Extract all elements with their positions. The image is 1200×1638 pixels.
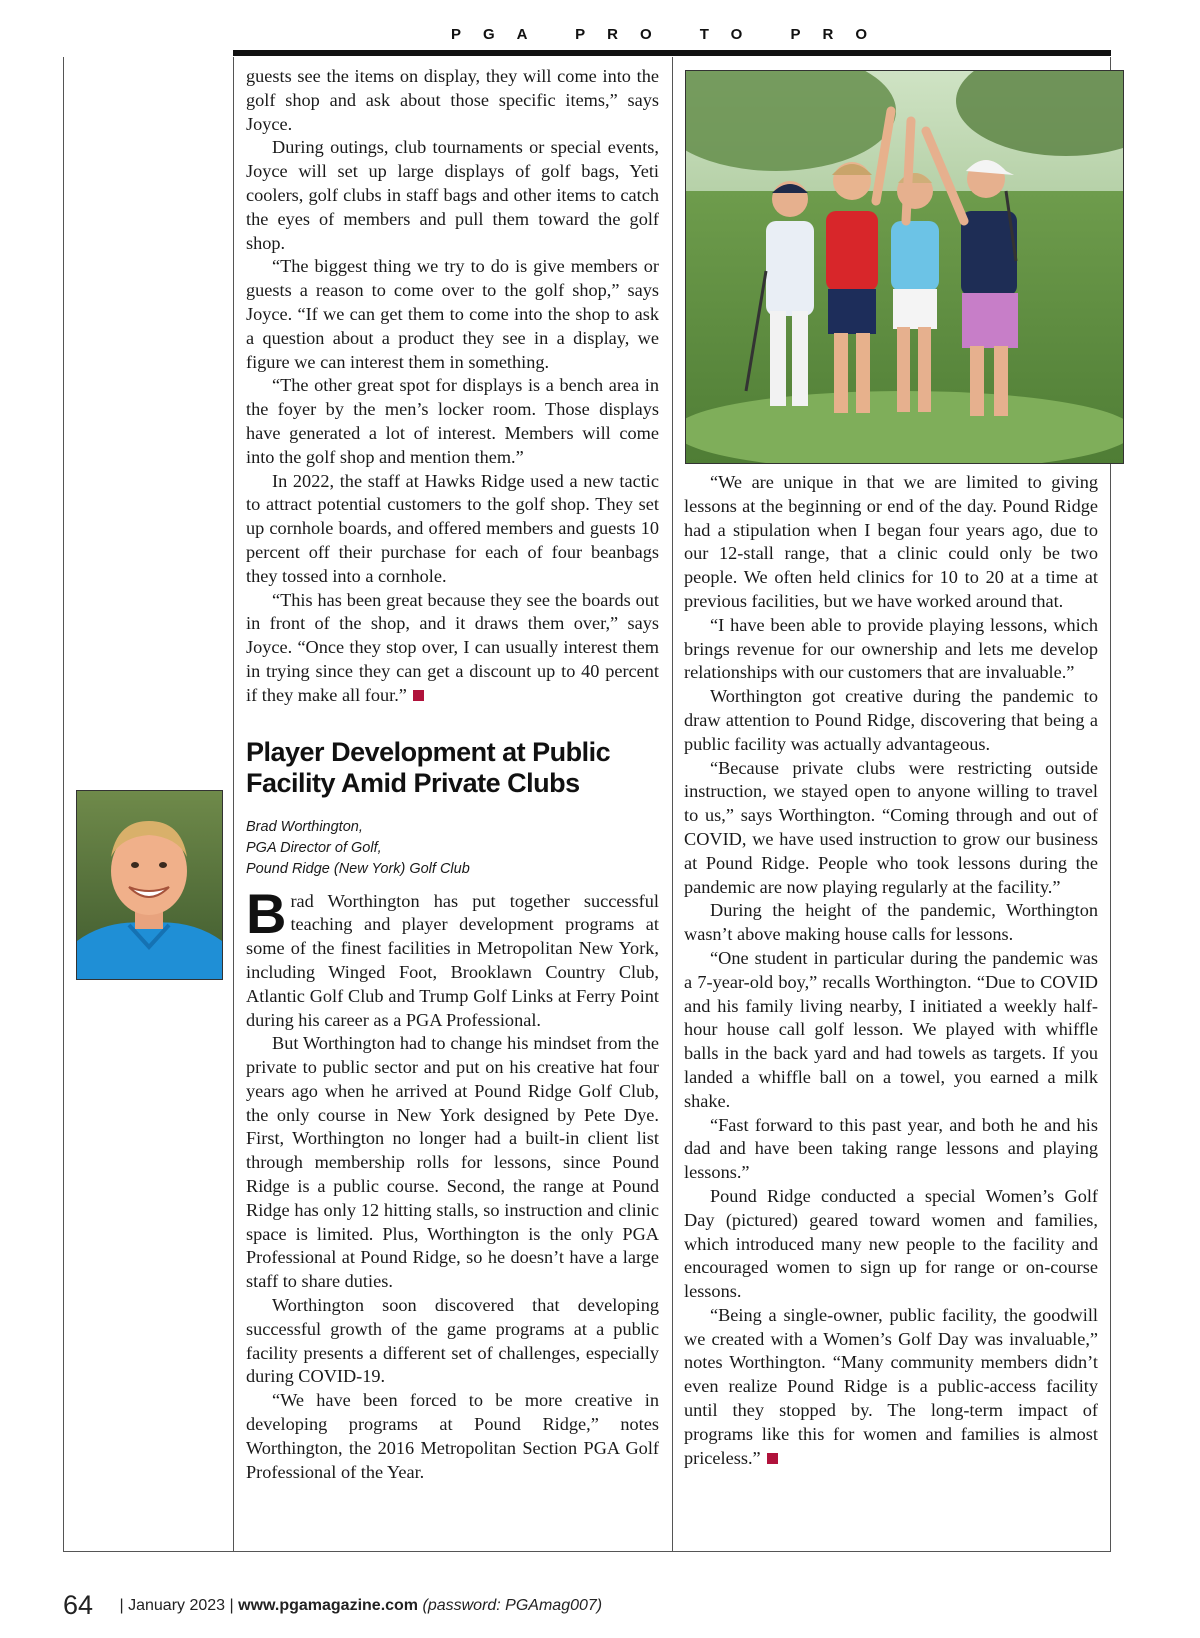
drop-cap: B <box>246 881 287 945</box>
end-square-icon <box>767 1453 778 1464</box>
paragraph: In 2022, the staff at Hawks Ridge used a new tactic to attract potential customers to the golf shop. They set up cornhole boards, and offered members and guests 10 percent off their purchase for each of four beanbags they tossed into a cornhole. <box>246 470 659 586</box>
paragraph: “The biggest thing we try to do is give members or guests a reason to come over to the golf shop,” says Joyce. “If we can get them to come into the shop to ask a question about a product they see in a display, we figure we can interest them in something. <box>246 256 659 372</box>
column-divider-left <box>233 57 234 1551</box>
byline-club: Pound Ridge (New York) Golf Club <box>246 860 470 877</box>
paragraph-with-end <box>246 589 659 708</box>
paragraph: “We have been forced to be more creative in developing programs at Pound Ridge,” notes Worthington, the 2016 Metropolitan Section PGA Golf Professional of the Year. <box>246 1390 659 1482</box>
footer-credits <box>120 1597 603 1614</box>
paragraph: “One student in particular during the pandemic was a 7-year-old boy,” recalls Worthington. “Due to COVID and his family living nearby, I initiated a weekly half-hour house call golf lesson. We played with whiffle balls in the back yard and had towels as targets. If you landed a whiffle ball on a towel, you earned a milk shake. <box>684 947 1098 1111</box>
paragraph: But Worthington had to change his mindset from the private to public sector and put on his creative hat four years ago when he arrived at Pound Ridge Golf Club, the only course in New York designed by Pete Dye. First, Worthington no longer had a built-in client list through membership rolls for lessons, since Pound Ridge is a public course. Second, the range at Pound Ridge has only 12 hitting stalls, so instruction and clinic space is limited. Plus, Worthington is the only PGA Professional at Pound Ridge, so he doesn’t have a large staff to share duties. <box>246 1033 659 1292</box>
paragraph-text: “This has been great because they see the boards out in front of the shop, and it draws them over,” says Joyce. “Once they stop over, I can usually interest them in trying since they can get a discount up to 40 percent if they make all four.” <box>246 589 659 705</box>
page-number: 64 <box>63 1590 94 1620</box>
byline-name: Brad Worthington, <box>246 818 363 835</box>
lead-paragraph-text: rad Worthington has put together successful teaching and player development programs at some of the finest facilities in Metropolitan New York, including Winged Foot, Brooklawn Country Club, Atlantic Golf Club and Trump Golf Links at Ferry Point during his career as a PGA Professional. <box>246 890 659 1030</box>
footer-separator: | <box>119 1596 124 1614</box>
password-note: (password: PGAmag007) <box>422 1596 603 1614</box>
end-square-icon <box>413 690 424 701</box>
paragraph: “We are unique in that we are limited to giving lessons at the beginning or end of the day. Pound Ridge had a stipulation when I began four years ago, due to our 12-stall range, that a clinic could only be two people. We often held clinics for 10 to 20 at a time at previous facilities, but we have worked around that. <box>684 472 1098 611</box>
photo-illustration <box>686 71 1123 463</box>
lead-paragraph <box>246 881 659 1033</box>
page-footer <box>63 1590 963 1630</box>
footer-date: January 2023 <box>128 1596 226 1614</box>
golf-day-photo <box>685 70 1124 464</box>
author-portrait <box>76 790 223 980</box>
paragraph: During outings, club tournaments or special events, Joyce will set up large displays of golf bags, Yeti coolers, golf clubs in staff bags and other items to catch the eyes of members and pull them toward the golf shop. <box>246 137 659 253</box>
paragraph: “I have been able to provide playing lessons, which brings revenue for our ownership and lets me develop relationships with our customers that are invaluable.” <box>684 614 1098 683</box>
paragraph: Worthington soon discovered that developing successful growth of the game programs at a public facility presents a different set of challenges, especially during COVID-19. <box>246 1295 659 1387</box>
paragraph: guests see the items on display, they will come into the golf shop and ask about those specific items,” says Joyce. <box>246 66 659 134</box>
section-header-title: PGA PRO TO PRO <box>450 26 890 43</box>
paragraph-with-end <box>684 1304 1098 1471</box>
paragraph: Worthington got creative during the pandemic to draw attention to Pound Ridge, discovering that being a public facility was actually advantageous. <box>684 686 1098 754</box>
paragraph: “The other great spot for displays is a bench area in the foyer by the men’s locker room. Those displays have generated a lot of interest. Members will come into the golf shop and mention them.” <box>246 375 659 467</box>
header-rule <box>233 50 1111 56</box>
paragraph: During the height of the pandemic, Worthington wasn’t above making house calls for lessons. <box>684 900 1098 945</box>
footer-separator: | <box>229 1596 234 1614</box>
byline <box>246 817 659 880</box>
left-column <box>246 65 659 1484</box>
paragraph: Pound Ridge conducted a special Women’s Golf Day (pictured) geared toward women and families, which introduced many new people to the facility and encouraged women to sign up for range or on-course lessons. <box>684 1185 1098 1302</box>
byline-title: PGA Director of Golf, <box>246 839 382 856</box>
column-divider-middle <box>672 57 673 1551</box>
paragraph: “Fast forward to this past year, and both he and his dad and have been taking range lessons and playing lessons.” <box>684 1114 1098 1183</box>
right-column <box>684 471 1098 1470</box>
paragraph: “Because private clubs were restricting outside instruction, we stayed open to anyone willing to travel to us,” says Worthington. “Coming through and out of COVID, we have used instruction to grow our business at Pound Ridge. People who took lessons during the pandemic are now playing regularly at the facility.” <box>684 757 1098 897</box>
paragraph-text: “Being a single-owner, public facility, the goodwill we created with a Women’s Golf Day was invaluable,” notes Worthington. “Many community members didn’t even realize Pound Ridge is a public-access facility until they stopped by. The long-term impact of programs like this for women and families is almost priceless.” <box>684 1304 1098 1468</box>
website-link[interactable]: www.pgamagazine.com <box>238 1596 419 1614</box>
section-headline: Player Development at Public Facility Amid Private Clubs <box>246 736 611 798</box>
portrait-illustration <box>77 791 222 979</box>
